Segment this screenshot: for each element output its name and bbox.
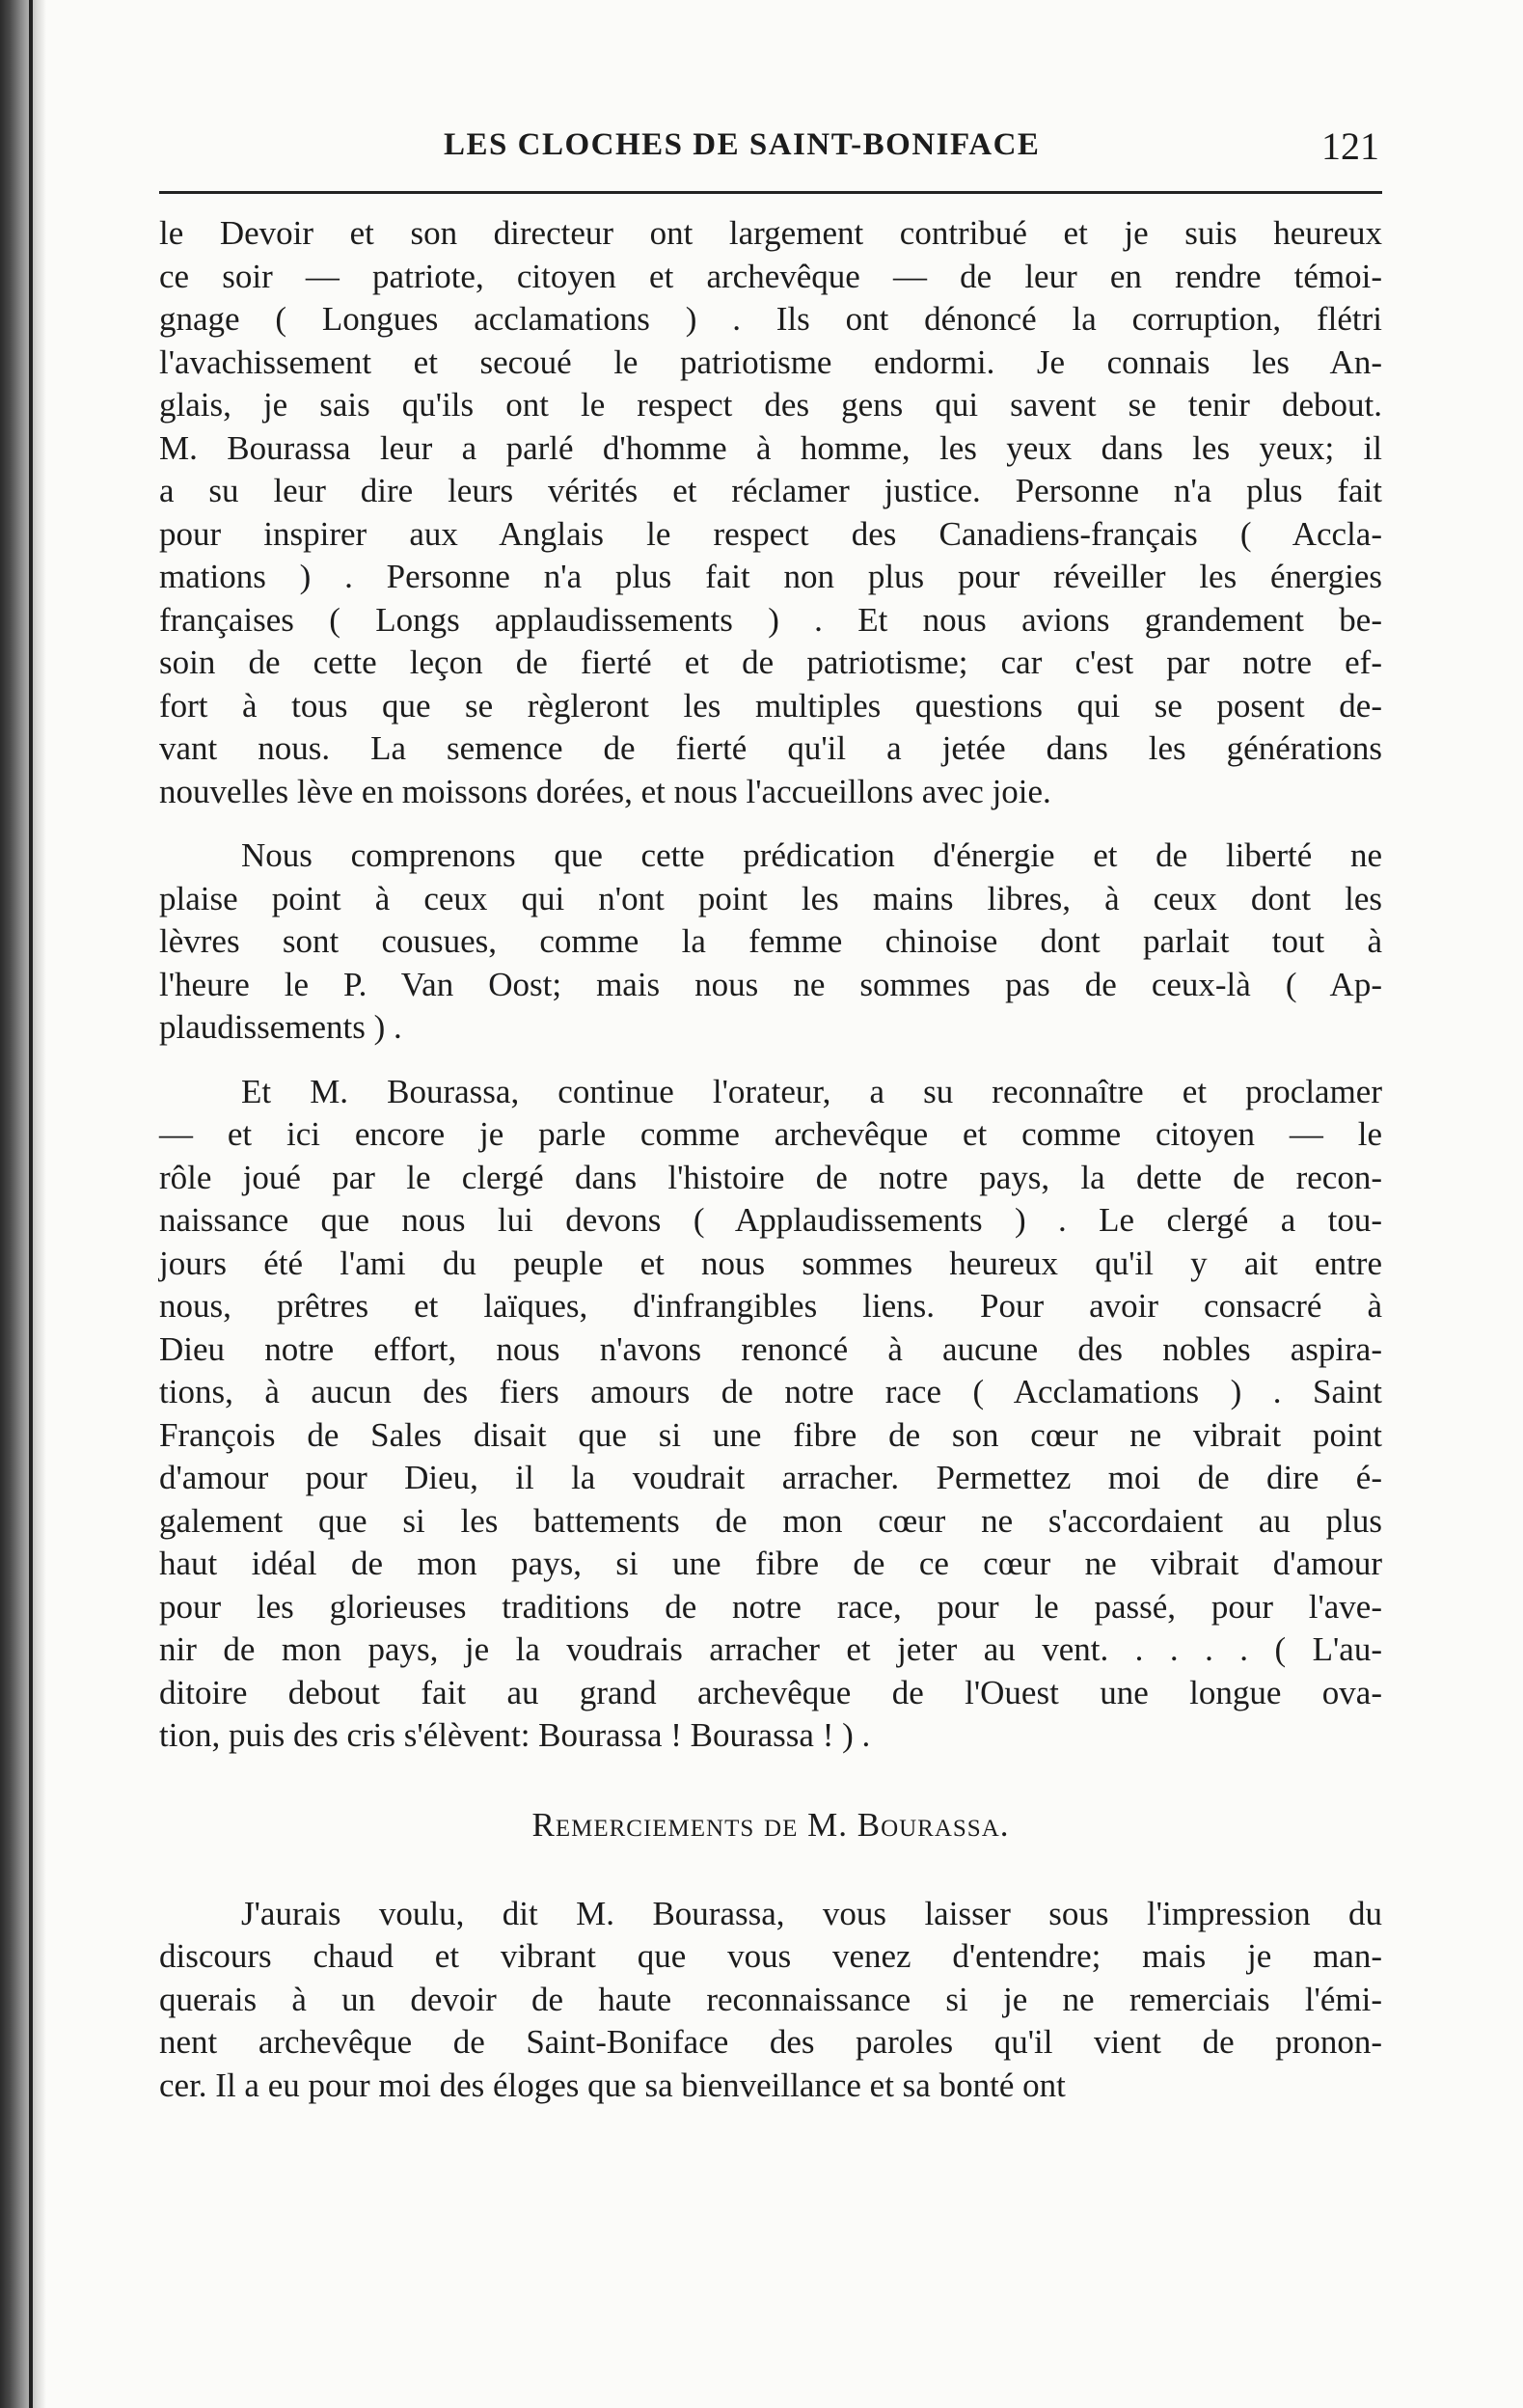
text-line: pour inspirer aux Anglais le respect des Canadiens-français ( Accla- <box>159 514 1382 553</box>
text-line: François de Sales disait que si une fibre de son cœur ne vibrait point <box>159 1415 1382 1454</box>
text-line: plaudissements ) . <box>159 1008 402 1046</box>
text-line: cer. Il a eu pour moi des éloges que sa bienveillance et sa bonté ont <box>159 2066 1066 2104</box>
text-line: jours été l'ami du peuple et nous sommes heureux qu'il y ait entre <box>159 1244 1382 1282</box>
binding-shadow-line <box>29 0 33 2408</box>
book-binding-edge <box>0 0 46 2408</box>
text-line: nouvelles lève en moissons dorées, et nous l'accueillons avec joie. <box>159 772 1051 810</box>
text-line: glais, je sais qu'ils ont le respect des gens qui savent se tenir debout. <box>159 386 1382 424</box>
text-line: haut idéal de mon pays, si une fibre de ce cœur ne vibrait d'amour <box>159 1545 1382 1582</box>
text-line: J'aurais voulu, dit M. Bourassa, vous laisser sous l'impression du <box>241 1894 1382 1932</box>
text-line: l'avachissement et secoué le patriotisme endormi. Je connais les An- <box>159 342 1382 381</box>
text-line: nent archevêque de Saint-Boniface des paroles qu'il vient de pronon- <box>159 2023 1382 2061</box>
text-line: vant nous. La semence de fierté qu'il a jetée dans les générations <box>159 729 1382 767</box>
text-line: fort à tous que se règleront les multiples questions qui se posent de- <box>159 686 1382 725</box>
text-line: tions, à aucun des fiers amours de notre race ( Acclamations ) . Saint <box>159 1373 1382 1410</box>
text-line: querais à un devoir de haute reconnaissance si je ne remerciais l'émi- <box>159 1980 1382 2018</box>
text-line: a su leur dire leurs vérités et réclamer justice. Personne n'a plus fait <box>159 472 1382 509</box>
text-line: nir de mon pays, je la voudrais arracher et jeter au vent. . . . . ( L'au- <box>159 1630 1382 1668</box>
text-line: tion, puis des cris s'élèvent: Bourassa ! Bourassa ! ) . <box>159 1716 871 1754</box>
text-line: lèvres sont cousues, comme la femme chinoise dont parlait tout à <box>159 922 1382 960</box>
running-head-title: LES CLOCHES DE SAINT-BONIFACE <box>444 127 1041 162</box>
running-head <box>159 123 1379 181</box>
text-line: d'amour pour Dieu, il la voudrait arracher. Permettez moi de dire é- <box>159 1459 1382 1496</box>
paragraph-2 <box>159 835 1382 1050</box>
text-line: naissance que nous lui devons ( Applaudissements ) . Le clergé a tou- <box>159 1201 1382 1239</box>
text-line: — et ici encore je parle comme archevêque et comme citoyen — le <box>159 1115 1382 1153</box>
text-line: ce soir — patriote, citoyen et archevêque — de leur en rendre témoi- <box>159 257 1382 295</box>
text-line: gnage ( Longues acclamations ) . Ils ont dénoncé la corruption, flétri <box>159 300 1382 338</box>
text-line: soin de cette leçon de fierté et de patriotisme; car c'est par notre ef- <box>159 643 1382 681</box>
text-line: Et M. Bourassa, continue l'orateur, a su reconnaître et proclamer <box>241 1072 1382 1110</box>
text-line: M. Bourassa leur a parlé d'homme à homme, les yeux dans les yeux; il <box>159 428 1382 467</box>
text-line: rôle joué par le clergé dans l'histoire de notre pays, la dette de recon- <box>159 1158 1382 1196</box>
page-body <box>159 212 1382 2107</box>
paragraph-4 <box>159 1893 1382 2108</box>
text-line: ditoire debout fait au grand archevêque de l'Ouest une longue ova- <box>159 1673 1382 1711</box>
text-line: Nous comprenons que cette prédication d'énergie et de liberté ne <box>241 836 1382 874</box>
section-heading: Remerciements de M. Bourassa. <box>531 1805 1010 1844</box>
page-number: 121 <box>1321 124 1379 168</box>
header-rule <box>159 191 1382 194</box>
text-line: Dieu notre effort, nous n'avons renoncé à aucune des nobles aspira- <box>159 1329 1382 1368</box>
text-line: nous, prêtres et laïques, d'infrangibles liens. Pour avoir consacré à <box>159 1287 1382 1325</box>
text-line: mations ) . Personne n'a plus fait non plus pour réveiller les énergies <box>159 558 1382 595</box>
text-line: galement que si les battements de mon cœur ne s'accordaient au plus <box>159 1501 1382 1540</box>
text-line: plaise point à ceux qui n'ont point les mains libres, à ceux dont les <box>159 879 1382 917</box>
paragraph-1 <box>159 212 1382 813</box>
text-line: le Devoir et son directeur ont largement contribué et je suis heureux <box>159 214 1382 252</box>
text-line: françaises ( Longs applaudissements ) . Et nous avions grandement be- <box>159 600 1382 639</box>
text-line: discours chaud et vibrant que vous venez d'entendre; mais je man- <box>159 1937 1382 1975</box>
text-line: pour les glorieuses traditions de notre race, pour le passé, pour l'ave- <box>159 1587 1382 1626</box>
paragraph-3 <box>159 1071 1382 1758</box>
text-line: l'heure le P. Van Oost; mais nous ne sommes pas de ceux-là ( Ap- <box>159 965 1382 1003</box>
